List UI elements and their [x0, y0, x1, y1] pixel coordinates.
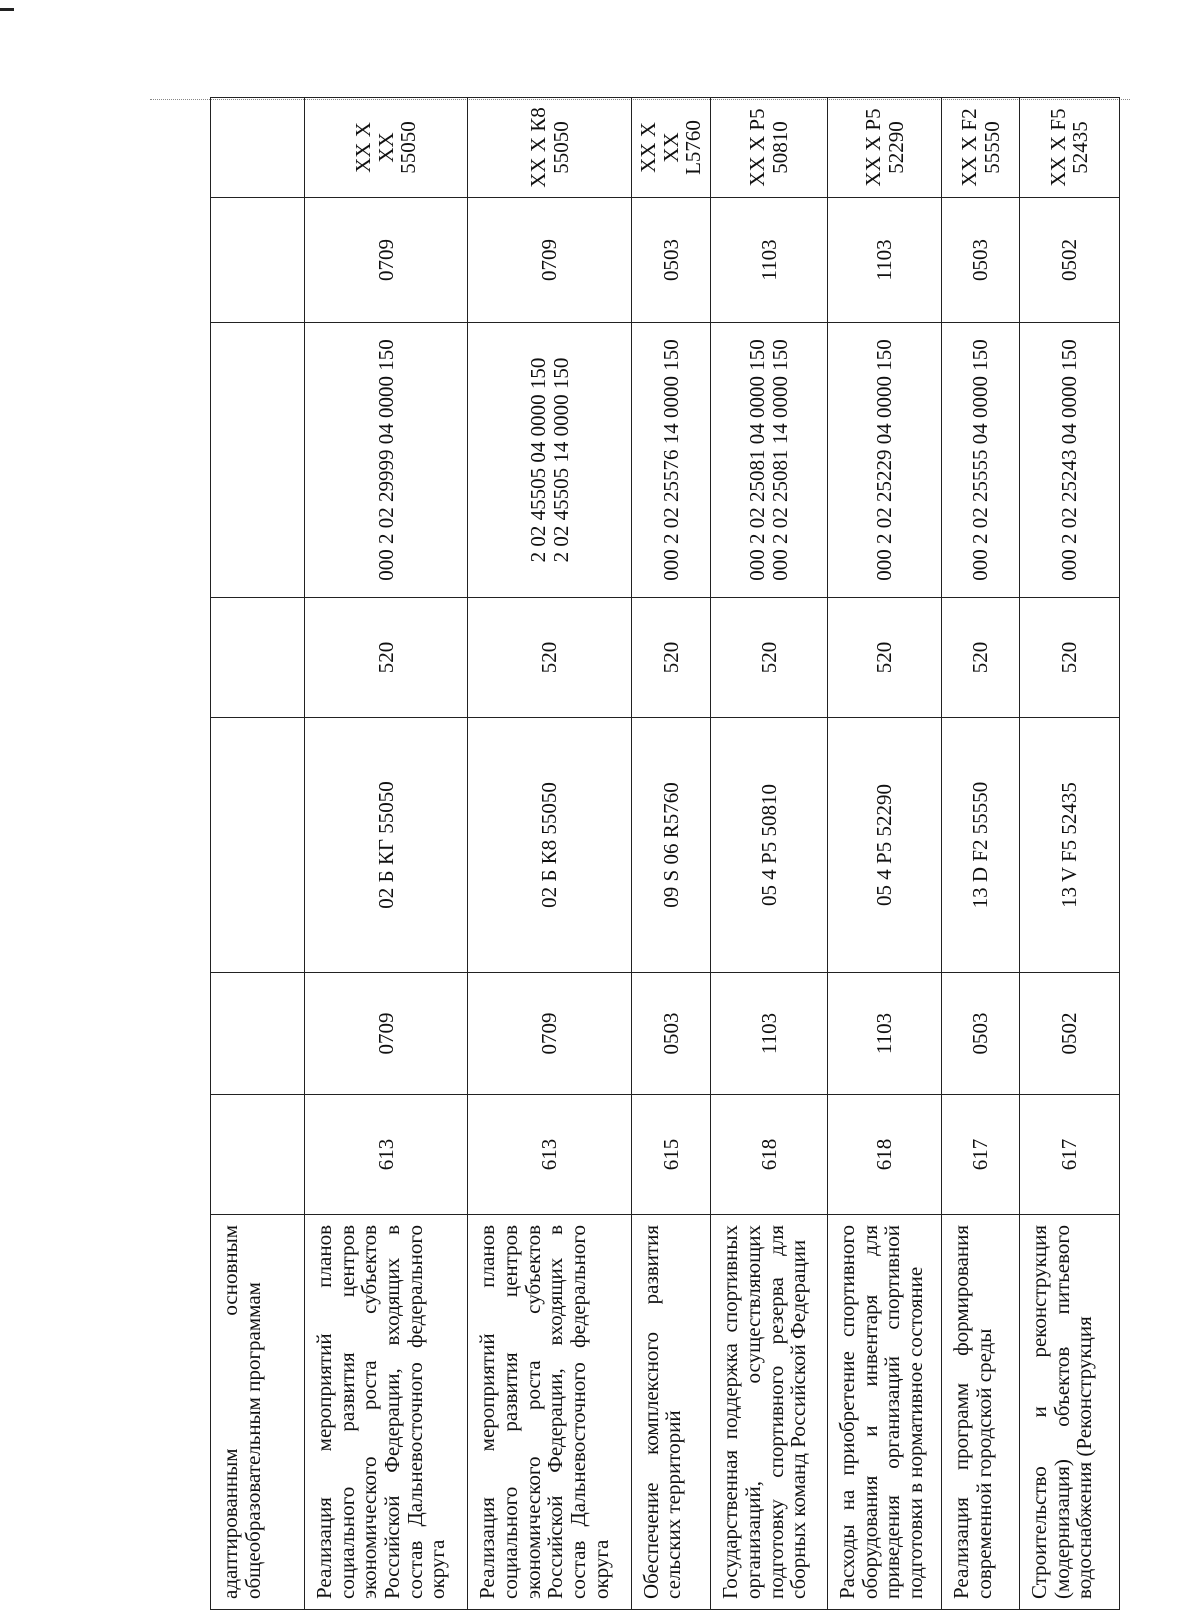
recipient-section-code-cell: 0503 — [631, 198, 711, 323]
target-article-cell — [211, 718, 305, 973]
program-name-cell: адаптированным основным общеобразовательным программам — [211, 1215, 305, 1610]
scan-edge-mark — [0, 8, 14, 11]
department-code-cell — [211, 1095, 305, 1215]
revenue-code-cell — [211, 323, 305, 598]
expense-type-cell: 520 — [304, 598, 467, 718]
department-code-cell: 618 — [827, 1095, 941, 1215]
program-name-cell: Строительство и реконструкция (модернизация) объектов питьевого водоснабжения (Реконструкция — [1019, 1215, 1119, 1610]
recipient-target-article-cell: ХХ Х ХХ 55050 — [304, 98, 467, 198]
recipient-section-code-cell: 1103 — [827, 198, 941, 323]
revenue-code-cell: 000 2 02 25555 04 0000 150 — [942, 323, 1020, 598]
department-code-cell: 617 — [942, 1095, 1020, 1215]
target-article-cell: 13 V F5 52435 — [1019, 718, 1119, 973]
recipient-target-article-cell: ХХ Х К8 55050 — [468, 98, 631, 198]
expense-type-cell: 520 — [711, 598, 827, 718]
recipient-target-article-cell: ХХ Х Р5 50810 — [711, 98, 827, 198]
section-code-cell: 0503 — [942, 973, 1020, 1095]
recipient-target-article-cell: ХХ Х F2 55550 — [942, 98, 1020, 198]
target-article-cell: 13 D F2 55550 — [942, 718, 1020, 973]
program-name-cell: Расходы на приобретение спортивного оборудования и инвентаря для приведения организаций спортивной подготовки в нормативное состояние — [827, 1215, 941, 1610]
table-row — [631, 98, 711, 1610]
department-code-cell: 618 — [711, 1095, 827, 1215]
target-article-cell: 05 4 Р5 52290 — [827, 718, 941, 973]
section-code-cell: 1103 — [827, 973, 941, 1095]
target-article-cell: 05 4 Р5 50810 — [711, 718, 827, 973]
revenue-code-cell: 000 2 02 25576 14 0000 150 — [631, 323, 711, 598]
table-row — [304, 98, 467, 1610]
target-article-cell: 02 Б К8 55050 — [468, 718, 631, 973]
recipient-section-code-cell: 0503 — [942, 198, 1020, 323]
expense-type-cell: 520 — [942, 598, 1020, 718]
program-name-cell: Обеспечение комплексного развития сельских территорий — [631, 1215, 711, 1610]
revenue-code-cell: 000 2 02 25229 04 0000 150 — [827, 323, 941, 598]
table-row — [468, 98, 631, 1610]
section-code-cell: 0502 — [1019, 973, 1119, 1095]
recipient-target-article-cell: ХХ Х Р5 52290 — [827, 98, 941, 198]
revenue-code-cell: 000 2 02 25243 04 0000 150 — [1019, 323, 1119, 598]
expense-type-cell — [211, 598, 305, 718]
program-name-cell: Реализация мероприятий планов социального развития центров экономического роста субъектов Российской Федерации, входящих в состав Дальневосточного федерального округа — [304, 1215, 467, 1610]
expense-type-cell: 520 — [827, 598, 941, 718]
section-code-cell: 0709 — [468, 973, 631, 1095]
budget-classification-table — [210, 97, 1120, 1610]
program-name-cell: Государственная поддержка спортивных организаций, осуществляющих подготовку спортивного резерва для сборных команд Российской Федерации — [711, 1215, 827, 1610]
recipient-section-code-cell: 0709 — [468, 198, 631, 323]
expense-type-cell: 520 — [468, 598, 631, 718]
revenue-code-cell: 000 2 02 25081 04 0000 150 000 2 02 25081 14 0000 150 — [711, 323, 827, 598]
recipient-target-article-cell: ХХ Х F5 52435 — [1019, 98, 1119, 198]
recipient-section-code-cell — [211, 198, 305, 323]
department-code-cell: 613 — [304, 1095, 467, 1215]
revenue-code-cell: 2 02 45505 04 0000 150 2 02 45505 14 0000 150 — [468, 323, 631, 598]
table-row — [711, 98, 827, 1610]
rotated-page-content — [210, 98, 1120, 1610]
department-code-cell: 617 — [1019, 1095, 1119, 1215]
recipient-target-article-cell: ХХ Х ХХ L5760 — [631, 98, 711, 198]
recipient-section-code-cell: 1103 — [711, 198, 827, 323]
recipient-target-article-cell — [211, 98, 305, 198]
section-code-cell: 0503 — [631, 973, 711, 1095]
target-article-cell: 09 S 06 R5760 — [631, 718, 711, 973]
revenue-code-cell: 000 2 02 29999 04 0000 150 — [304, 323, 467, 598]
table-row — [1019, 98, 1119, 1610]
department-code-cell: 615 — [631, 1095, 711, 1215]
section-code-cell: 0709 — [304, 973, 467, 1095]
recipient-section-code-cell: 0502 — [1019, 198, 1119, 323]
section-code-cell: 1103 — [711, 973, 827, 1095]
section-code-cell — [211, 973, 305, 1095]
program-name-cell: Реализация программ формирования современной городской среды — [942, 1215, 1020, 1610]
expense-type-cell: 520 — [631, 598, 711, 718]
table-row — [211, 98, 305, 1610]
recipient-section-code-cell: 0709 — [304, 198, 467, 323]
department-code-cell: 613 — [468, 1095, 631, 1215]
program-name-cell: Реализация мероприятий планов социального развития центров экономического роста субъектов Российской Федерации, входящих в состав Дальневосточного федерального округа — [468, 1215, 631, 1610]
expense-type-cell: 520 — [1019, 598, 1119, 718]
table-row — [827, 98, 941, 1610]
table-row — [942, 98, 1020, 1610]
target-article-cell: 02 Б КГ 55050 — [304, 718, 467, 973]
